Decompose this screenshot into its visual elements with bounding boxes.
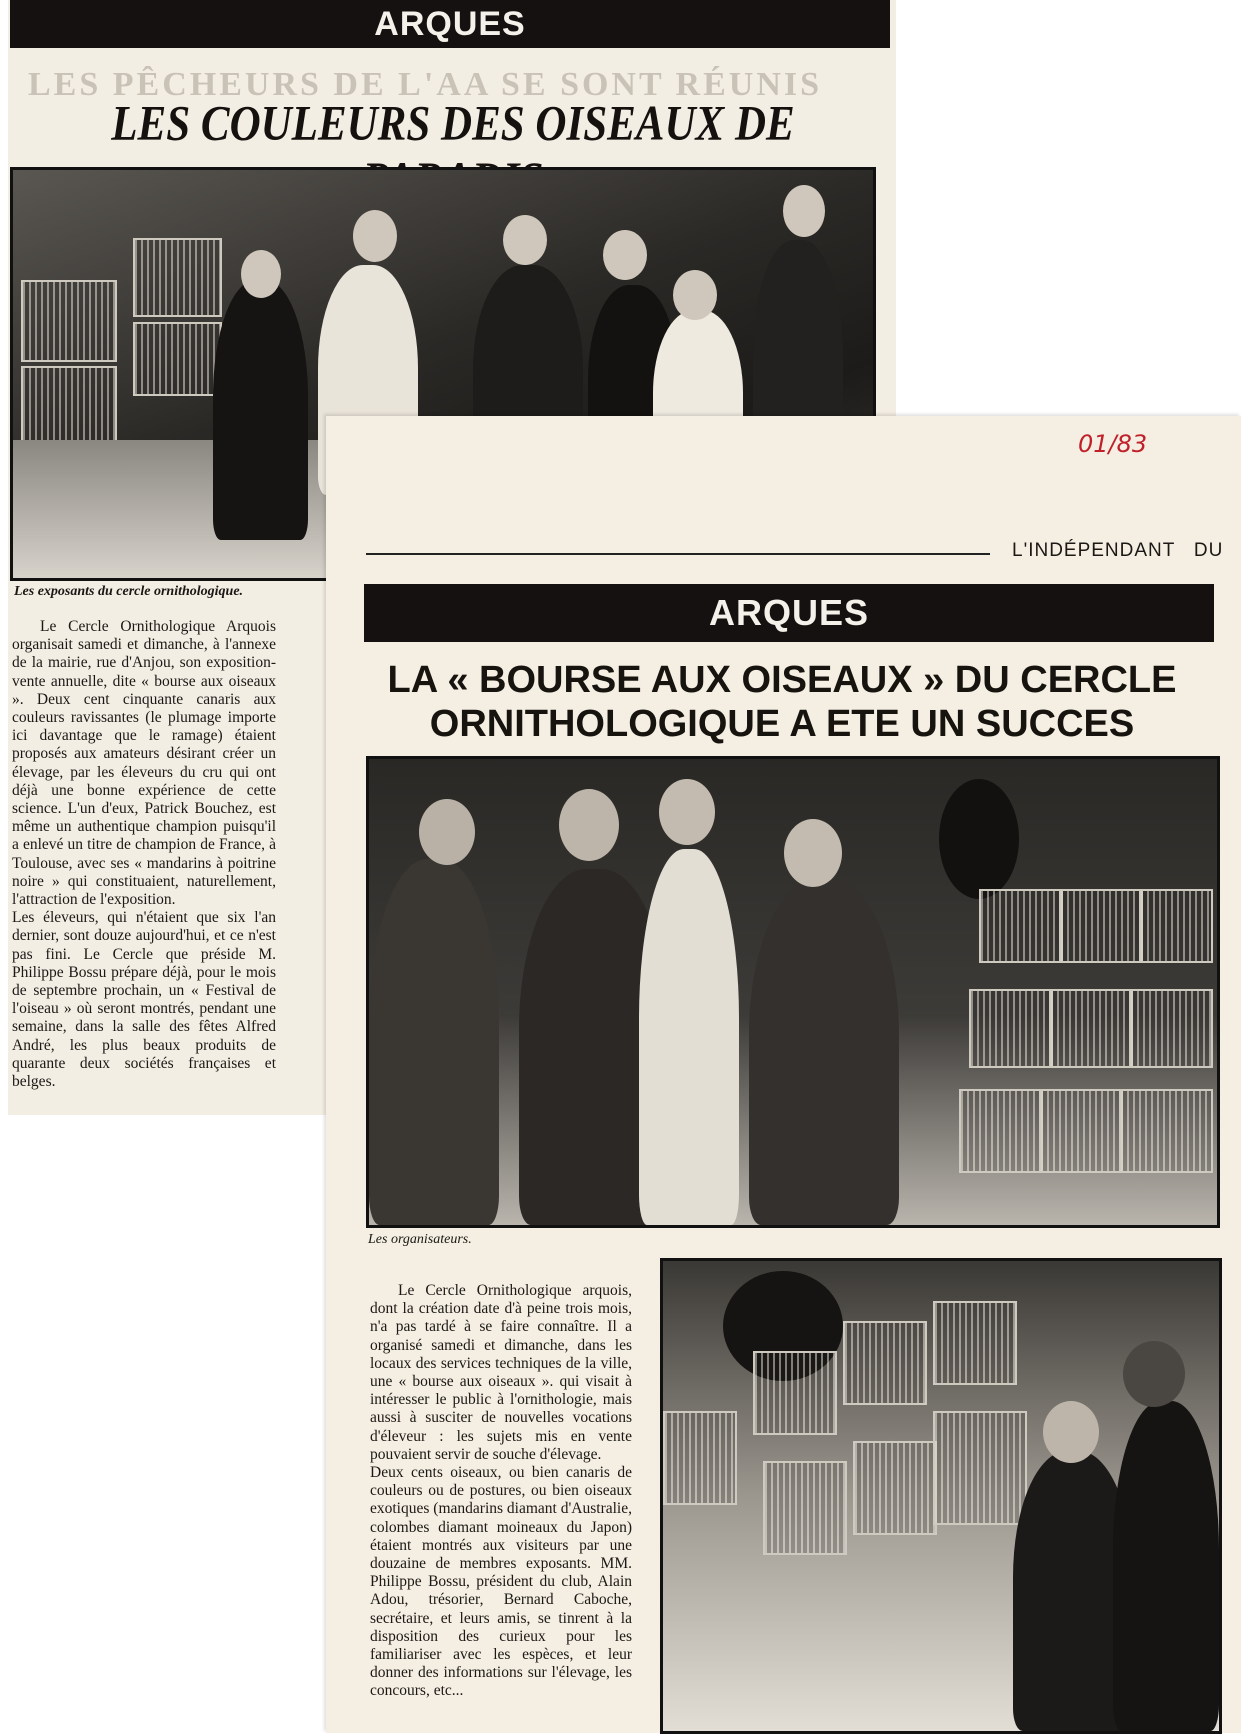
bird-cage: [133, 238, 222, 317]
person-head: [784, 819, 842, 887]
bird-cage: [21, 280, 117, 362]
bird-cage: [843, 1321, 927, 1405]
masthead-rule: [366, 553, 990, 555]
bird-cage: [21, 366, 117, 448]
bird-cage: [1059, 889, 1143, 963]
bird-cage: [1129, 989, 1213, 1068]
person-head: [1123, 1341, 1185, 1407]
article-body: Le Cercle Ornithologique arquois, dont la création date d'à peine trois mois, n'a pas tardé à se faire connaître. Il a organisé samedi et dimanche, dans les locaux des services techniques de la ville, une « bourse aux oiseaux ». qui visait à intéresser le public à l'ornithologie, mais aussi à susciter de nouvelles vocations d'éleveur : les sujets mis en vente pouvaient servir de souche d'élevage. Deux cents oiseaux, ou bien canaris de couleurs ou de postures, ou bien oiseaux exotiques (mandarins diamant d'Australie, colombes diamant moineaux du Japon) étaient montrés aux visiteurs par une douzaine de membres exposants. MM. Philippe Bossu, président du club, Alain Adou, trésorier, Bernard Caboche, secrétaire, et leurs amis, se tinrent à la disposition des curieux pour les familiariser avec les espèces, et leur donner des informations sur l'élevage, les concours, etc...: [370, 1282, 632, 1700]
section-banner-arques: [10, 0, 890, 48]
person-head: [1043, 1401, 1099, 1463]
person-head: [659, 779, 715, 845]
person: [749, 879, 899, 1225]
bird-cage: [1119, 1089, 1213, 1173]
person-head: [783, 185, 825, 237]
section-label: ARQUES: [374, 4, 526, 43]
bird-cage: [1139, 889, 1213, 963]
headline-line-1: LA « BOURSE AUX OISEAUX » DU CERCLE: [387, 659, 1177, 701]
organizers-photo: [366, 756, 1220, 1228]
handwritten-date: 01/83: [1078, 430, 1148, 458]
section-label: ARQUES: [708, 592, 870, 633]
bird-cage: [133, 322, 222, 396]
bird-cage: [1049, 989, 1133, 1068]
bird-cage: [959, 1089, 1043, 1173]
person: [369, 859, 499, 1225]
section-banner-arques: [364, 584, 1214, 642]
person-head: [603, 230, 647, 280]
person: [639, 849, 739, 1225]
bird-cage: [753, 1351, 837, 1435]
photo-caption: Les exposants du cercle ornithologique.: [14, 584, 244, 599]
bird-cage: [969, 989, 1053, 1068]
bird-cage: [933, 1301, 1017, 1385]
child-visitor: [1113, 1401, 1219, 1731]
visitors-photo: [660, 1258, 1222, 1734]
bird-cage: [933, 1411, 1027, 1525]
person: [213, 280, 308, 540]
bird-cage: [763, 1461, 847, 1555]
photo-caption: Les organisateurs.: [368, 1232, 472, 1247]
newspaper-masthead: L'INDÉPENDANT DU: [1012, 540, 1224, 561]
person-head: [503, 215, 547, 265]
person-head: [353, 210, 397, 262]
headline-line-2: ORNITHOLOGIQUE A ETE UN SUCCES: [429, 703, 1135, 745]
article-headline: LES COULEURS DES OISEAUX DE: [111, 97, 795, 152]
article-body: Le Cercle Ornithologique Arquois organisait samedi et dimanche, à l'annexe de la mairie, rue d'Anjou, son exposition-vente annuelle, dite « bourse aux oiseaux ». Deux cent cinquante canaris aux couleurs ravissantes (le plumage importe ici davantage que le ramage) étaient proposés aux amateurs désirant créer un élevage, par les éleveurs du cru qui ont déjà une bonne expérience de cette science. L'un d'eux, Patrick Bouchez, est même un authentique champion puisqu'il a enlevé un titre de champion de France, à Toulouse, avec ses « mandarins à poitrine noire » qui constituaient, naturellement, l'attraction de l'exposition. Les éleveurs, qui n'étaient que six l'an dernier, sont douze aujourd'hui, et ce n'est pas fini. Le Cercle que préside M. Philippe Bossu prépare déjà, pour le mois de septembre prochain, un « Festival de l'oiseau » où seront montrés, pendant une semaine, dans la salle des fêtes Alfred André, les plus beaux produits de quarante deux sociétés françaises et belges.: [12, 618, 276, 1091]
person-head: [419, 799, 475, 865]
article-headline: [352, 658, 1212, 746]
bird-cage: [853, 1441, 937, 1535]
person-head: [559, 789, 619, 861]
bird-cage: [663, 1411, 737, 1505]
person-head: [241, 250, 281, 298]
bird-cage: [979, 889, 1063, 963]
bird-cage: [1039, 1089, 1123, 1173]
person-head: [673, 270, 717, 320]
show-through-text: LES PÊCHEURS DE L'AA SE SONT RÉUNIS: [28, 66, 823, 103]
plant: [939, 779, 1019, 899]
